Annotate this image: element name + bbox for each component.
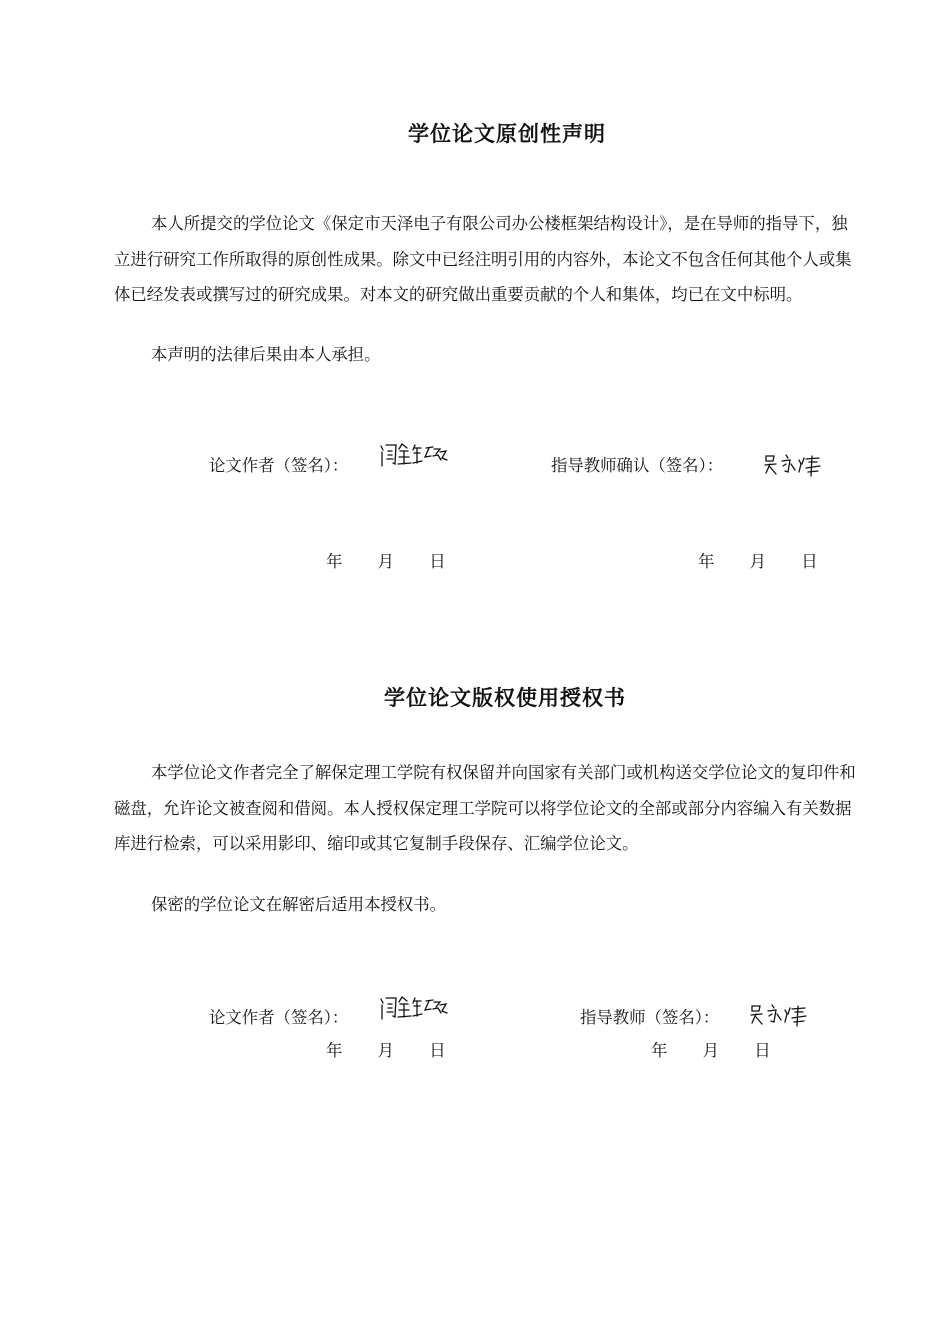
declaration-supervisor-date (698, 548, 818, 572)
authorization-title: 学位论文版权使用授权书 (384, 686, 626, 710)
authorization-paragraph-1: 本学位论文作者完全了解保定理工学院有权保留并向国家有关部门或机构送交学位论文的复印件和磁盘，允许论文被查阅和借阅。本人授权保定理工学院可以将学位论文的全部或部分内容编入有关数据库进行检索，可以采用影印、缩印或其它复制手段保存、汇编学位论文。 (114, 763, 856, 853)
authorization-supervisor-date (651, 1037, 771, 1061)
authorization-author-date (326, 1037, 446, 1061)
authorization-author-label: 论文作者（签名）： (209, 1008, 349, 1027)
authorization-supervisor-label: 指导教师（签名）： (580, 1008, 720, 1027)
date-year: 年 (326, 552, 343, 571)
date-month: 月 (377, 552, 394, 571)
date-month: 月 (377, 1041, 394, 1060)
declaration-author-date (326, 548, 446, 572)
declaration-supervisor-label: 指导教师确认（签名）： (551, 456, 724, 475)
date-year: 年 (651, 1041, 668, 1060)
date-year: 年 (326, 1041, 343, 1060)
date-month: 月 (702, 1041, 719, 1060)
author-signature-1 (378, 440, 450, 470)
authorization-paragraph-2: 保密的学位论文在解密后适用本授权书。 (151, 895, 447, 914)
date-year: 年 (698, 552, 715, 571)
declaration-author-label: 论文作者（签名）： (209, 456, 349, 475)
date-day: 日 (754, 1041, 771, 1060)
declaration-title: 学位论文原创性声明 (408, 122, 606, 146)
author-signature-2 (378, 993, 450, 1023)
declaration-paragraph-1: 本人所提交的学位论文《保定市天泽电子有限公司办公楼框架结构设计》，是在导师的指导下，独立进行研究工作所取得的原创性成果。除文中已经注明引用的内容外，本论文不包含任何其他个人或集体已经发表或撰写过的研究成果。对本文的研究做出重要贡献的个人和集体，均已在文中标明。 (114, 214, 852, 304)
date-day: 日 (801, 552, 818, 571)
declaration-paragraph-2: 本声明的法律后果由本人承担。 (151, 345, 381, 364)
date-day: 日 (429, 552, 446, 571)
supervisor-signature-1 (762, 452, 824, 480)
supervisor-signature-2 (748, 1002, 810, 1030)
date-day: 日 (429, 1041, 446, 1060)
date-month: 月 (749, 552, 766, 571)
